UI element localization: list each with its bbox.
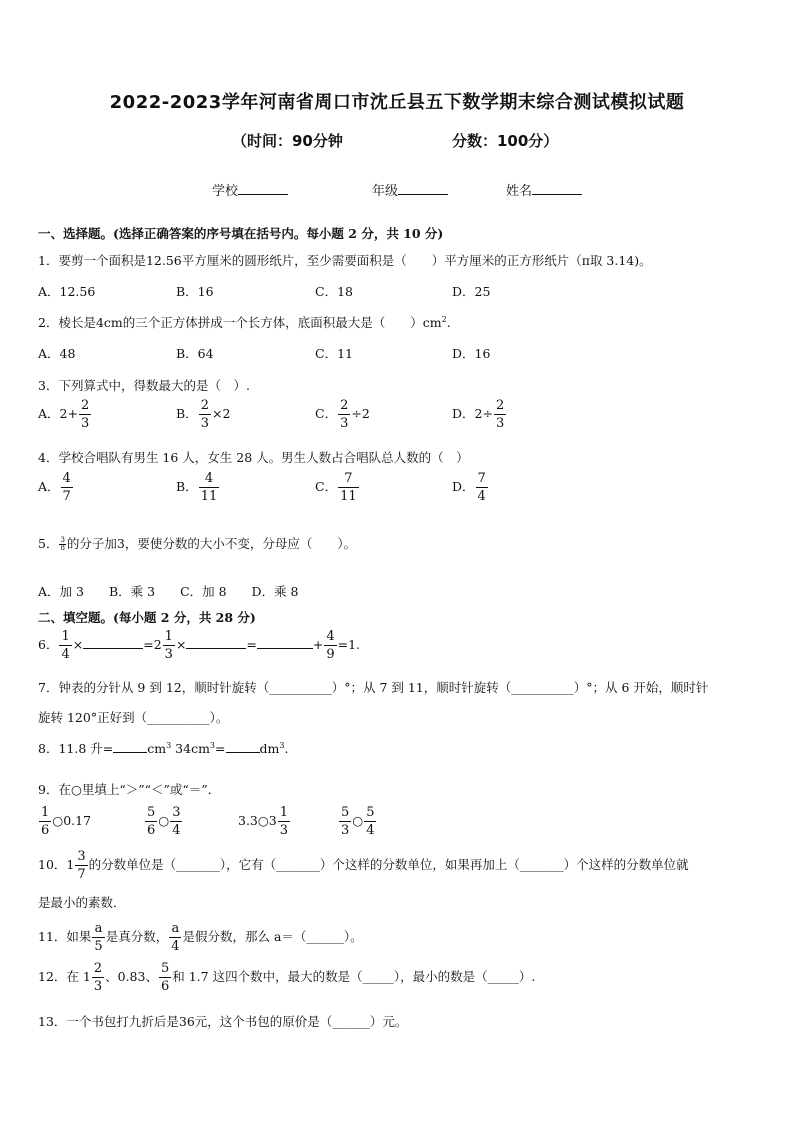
exam-time: （时间：90分钟 (232, 132, 343, 150)
q4-option-c: C． $\frac{7}{11}$ (315, 471, 357, 504)
fraction: $\frac{5}{3}$ (341, 805, 350, 838)
q1-option-d: D．25 (452, 284, 491, 299)
question-5: 5． $\frac{3}{8}$ 的分子加3，要使分数的大小不变，分母应（ ）。 (38, 536, 357, 552)
fraction: $\frac{1}{3}$ (164, 629, 173, 662)
fraction: $\frac{1}{4}$ (61, 629, 70, 662)
q2-option-c: C．11 (315, 346, 353, 361)
school-label: 学校 (212, 184, 239, 199)
grade-label: 年级 (372, 184, 399, 199)
question-7-line-1: 7．钟表的分针从 9 到 12，顺时针旋转（__________）°；从 7 到 11，顺时针旋转（__________）°；从 6 开始，顺时针 (38, 680, 709, 695)
q1-option-a: A．12.56 (38, 284, 96, 299)
q9-expr-2: $\frac{5}{6}$ ○ $\frac{3}{4}$ (147, 805, 181, 838)
fraction: $\frac{7}{11}$ (340, 471, 357, 504)
answer-blank[interactable] (113, 740, 147, 753)
fraction: $\frac{a}{4}$ (171, 921, 180, 954)
fraction: $\frac{4}{7}$ (62, 471, 71, 504)
question-1: 1．要剪一个面积是12.56平方厘米的圆形纸片，至少需要面积是（ ）平方厘米的正方形纸片（π取 3.14)。 (38, 253, 652, 268)
q3-a-label: A．2+ (38, 406, 78, 421)
fraction: $\frac{a}{5}$ (94, 921, 103, 954)
question-13: 13．一个书包打九折后是36元，这个书包的原价是（______）元。 (38, 1014, 408, 1029)
q3-option-a (38, 399, 92, 430)
fraction: $\frac{2}{3}$ (80, 398, 90, 431)
q5-options: A．加 3 B．乘 3 C．加 8 D．乘 8 (38, 584, 299, 599)
exam-score: 分数：100分） (452, 132, 559, 150)
fraction: $\frac{1}{3}$ (279, 805, 289, 838)
fraction: $\frac{2}{3}$ (340, 398, 349, 431)
question-7-line-2: 旋转 120°正好到（__________）。 (38, 710, 229, 725)
q1-option-c: C．18 (315, 284, 353, 299)
q2-text-end: . (446, 315, 451, 330)
q9-expr-1: $\frac{1}{6}$ ○0.17 (41, 805, 92, 838)
q1-option-b: B．16 (176, 284, 214, 299)
question-10-line-2: 是最小的素数． (38, 895, 126, 910)
question-8: 8．11.8 升= $cm^3$ $34cm^3= dm^3$. (38, 740, 289, 756)
q3-d-label: D．2÷ (452, 406, 493, 421)
name-field (506, 180, 582, 199)
small-fraction: $\frac{3}{8}$ (60, 536, 65, 552)
fraction: $\frac{1}{6}$ (41, 805, 50, 838)
q3-c-label: C． (315, 406, 338, 421)
fraction: $\frac{5}{4}$ (366, 805, 375, 838)
q3-option-b: B． $\frac{2}{3}$ ×2 (176, 398, 231, 431)
school-blank[interactable] (238, 182, 288, 195)
q2-unit-sup: 2 (441, 314, 447, 324)
fraction: $\frac{2}{3}$ (200, 398, 209, 431)
question-3: 3．下列算式中，得数最大的是（ ）. (38, 378, 250, 393)
answer-blank[interactable] (257, 636, 313, 649)
question-11: 11．如果 $\frac{a}{5}$ 是真分数， $\frac{a}{4}$ 是假分数，那么 a＝（______）。 (38, 921, 363, 954)
q4-option-b: B． $\frac{4}{11}$ (176, 471, 218, 504)
fraction: $\frac{5}{6}$ (147, 805, 156, 838)
page-title: 2022-2023学年河南省周口市沈丘县五下数学期末综合测试模拟试题 (109, 92, 685, 113)
grade-field (372, 180, 448, 199)
grade-blank[interactable] (398, 182, 448, 195)
q2-text: 2．棱长是4cm的三个正方体拼成一个长方体，底面积最大是（ ）cm (38, 315, 442, 330)
q4-option-d: D． $\frac{7}{4}$ (452, 471, 486, 504)
question-10: 10．1 $\frac{3}{7}$ 的分数单位是（_______），它有（_______）个这样的分数单位，如果再加上（_______）个这样的分数单位就 (38, 849, 689, 882)
fraction: $\frac{3}{4}$ (172, 805, 181, 838)
question-9: 9．在○里填上“＞”“＜”或“＝”． (38, 782, 221, 797)
fraction: $\frac{4}{11}$ (200, 471, 218, 504)
q2-option-a: A．48 (38, 346, 76, 361)
q9-expr-4: $\frac{5}{3}$ ○ $\frac{5}{4}$ (341, 805, 375, 838)
answer-blank[interactable] (186, 636, 246, 649)
q2-option-b: B．64 (176, 346, 214, 361)
q4-option-a: A． $\frac{4}{7}$ (38, 471, 71, 504)
answer-blank[interactable] (83, 636, 143, 649)
fraction: $\frac{4}{9}$ (326, 629, 335, 662)
q3-option-d (452, 399, 507, 430)
section-1-heading: 一、选择题。(选择正确答案的序号填在括号内。每小题 2 分，共 10 分) (38, 226, 444, 241)
section-2-heading: 二、填空题。(每小题 2 分，共 28 分) (38, 610, 256, 625)
answer-blank[interactable] (226, 740, 260, 753)
name-blank[interactable] (532, 182, 582, 195)
fraction: $\frac{2}{3}$ (495, 398, 505, 431)
q3-option-c: C． $\frac{2}{3}$ ÷2 (315, 398, 370, 431)
fraction: $\frac{7}{4}$ (477, 471, 486, 504)
q9-expr-3: 3.3○3 $\frac{1}{3}$ (238, 805, 289, 838)
question-6: 6． $\frac{1}{4}$ × =2 $\frac{1}{3}$ × = + $\frac{4}{9}$ =1. (38, 629, 361, 662)
fraction: $\frac{2}{3}$ (93, 961, 103, 994)
question-2 (38, 313, 451, 331)
fraction: $\frac{5}{6}$ (160, 961, 170, 994)
question-4: 4．学校合唱队有男生 16 人，女生 28 人。男生人数占合唱队总人数的（ ） (38, 450, 469, 465)
question-12: 12．在 1 $\frac{2}{3}$ 、0.83、 $\frac{5}{6}$ 和 1.7 这四个数中，最大的数是（_____），最小的数是（_____）. (38, 961, 536, 994)
school-field (212, 180, 288, 199)
q2-option-d: D．16 (452, 346, 491, 361)
q3-b-label: B． (176, 406, 198, 421)
name-label: 姓名 (506, 184, 533, 199)
fraction: $\frac{3}{7}$ (77, 849, 86, 882)
